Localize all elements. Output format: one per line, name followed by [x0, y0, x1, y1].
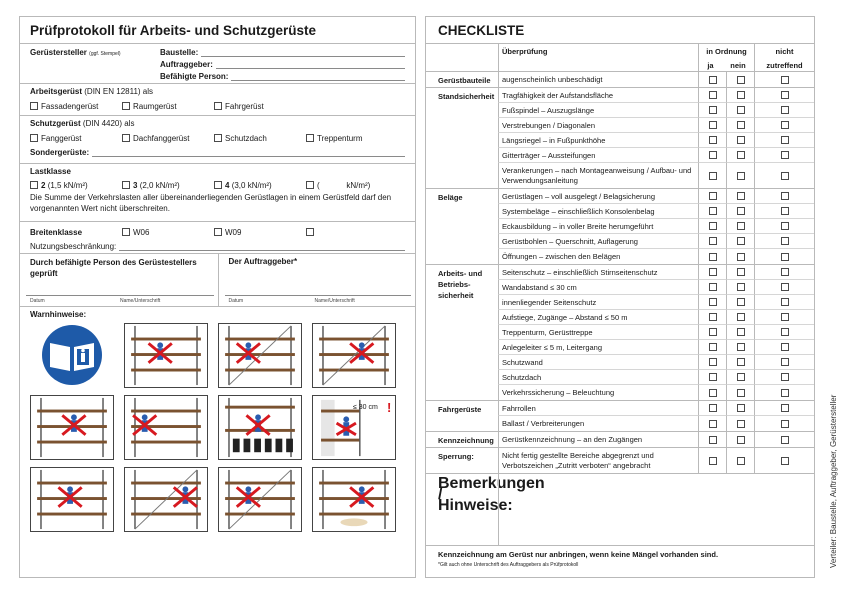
checkbox-ja[interactable]	[709, 207, 717, 215]
check-cell	[726, 401, 754, 416]
check-cell	[698, 295, 726, 310]
checkbox-nicht-zutreffend[interactable]	[781, 91, 789, 99]
arbeitsgeruest-section: Arbeitsgerüst (DIN EN 12811) als Fassadengerüst Raumgerüst Fahrgerüst	[20, 84, 415, 116]
checkbox-ja[interactable]	[709, 298, 717, 306]
checkliste-title: CHECKLISTE	[426, 17, 814, 44]
check-item-label: Gerüstkennzeichnung – an den Zugängen	[498, 432, 698, 447]
check-cell	[754, 432, 814, 447]
check-cell	[698, 340, 726, 355]
raumgeruest-checkbox[interactable]: Raumgerüst	[122, 102, 214, 111]
wall-distance-warning-icon	[312, 395, 396, 460]
nutzungsbeschraenkung-field[interactable]: Nutzungsbeschränkung:	[30, 239, 405, 251]
check-cell	[726, 310, 754, 325]
scaffold-warning-11-icon	[312, 467, 396, 532]
check-cell	[726, 280, 754, 295]
check-cell	[726, 148, 754, 163]
check-cell	[754, 163, 814, 188]
lastklasse-4-checkbox[interactable]: 4 (3,0 kN/m²)	[214, 181, 306, 190]
checkbox-ja[interactable]	[709, 76, 717, 84]
auftraggeber-field[interactable]: Auftraggeber:	[160, 57, 405, 69]
checkbox-ja[interactable]	[709, 91, 717, 99]
check-cell	[754, 204, 814, 219]
check-cell	[698, 189, 726, 204]
treppenturm-checkbox[interactable]: Treppenturm	[306, 134, 363, 143]
signature-section	[20, 254, 415, 307]
check-cell	[754, 219, 814, 234]
checkbox-nicht-zutreffend[interactable]	[781, 207, 789, 215]
checkbox-nicht-zutreffend[interactable]	[781, 420, 789, 428]
scaffold-warning-4-icon	[30, 395, 114, 460]
checkbox-nein[interactable]	[737, 389, 745, 397]
check-cell	[726, 118, 754, 133]
check-cell	[698, 355, 726, 370]
check-group	[426, 401, 814, 432]
check-cell	[726, 219, 754, 234]
checkbox-nicht-zutreffend[interactable]	[781, 253, 789, 261]
check-group	[426, 432, 814, 448]
footer-note: Kennzeichnung am Gerüst nur anbringen, wenn keine Mängel vorhanden sind.	[438, 550, 719, 559]
checkbox-nein[interactable]	[737, 136, 745, 144]
footer	[426, 546, 814, 572]
checkbox-nicht-zutreffend[interactable]	[781, 76, 789, 84]
ja-header: ja	[707, 61, 714, 70]
baustelle-field[interactable]: Baustelle:	[160, 45, 405, 57]
check-item-label: Anlegeleiter ≤ 5 m, Leitergang	[498, 340, 698, 355]
checkbox-nicht-zutreffend[interactable]	[781, 404, 789, 412]
checkbox-nein[interactable]	[737, 373, 745, 381]
scaffold-warning-10-icon	[218, 467, 302, 532]
pruefprotokoll-panel	[19, 16, 416, 578]
fanggeruest-checkbox[interactable]: Fanggerüst	[30, 134, 122, 143]
check-cell	[698, 385, 726, 400]
check-cell	[754, 416, 814, 431]
checkbox-nein[interactable]	[737, 207, 745, 215]
check-cell	[726, 234, 754, 249]
check-cell	[754, 325, 814, 340]
check-cell	[698, 163, 726, 188]
checkbox-ja[interactable]	[709, 328, 717, 336]
check-cell	[754, 148, 814, 163]
check-cell	[754, 355, 814, 370]
checkbox-ja[interactable]	[709, 136, 717, 144]
bemerkungen-label: Bemerkungen / Hinweise:	[438, 475, 545, 514]
signature-auftraggeber[interactable]: Der Auftraggeber* Datum Name/Unterschrift	[218, 254, 416, 306]
check-group-label: Sperrung:	[438, 452, 474, 461]
checkbox-nein[interactable]	[737, 313, 745, 321]
w06-checkbox[interactable]: W06	[122, 228, 214, 237]
checkbox-nein[interactable]	[737, 121, 745, 129]
schutzgeruest-section: Schutzgerüst (DIN 4420) als Fanggerüst Dachfanggerüst Schutzdach Treppenturm Sondergerüste:	[20, 116, 415, 164]
check-item-label: Aufstiege, Zugänge – Abstand ≤ 50 m	[498, 310, 698, 325]
check-cell	[726, 88, 754, 103]
scaffold-warning-8-icon	[30, 467, 114, 532]
checkbox-nein[interactable]	[737, 222, 745, 230]
check-cell	[698, 280, 726, 295]
checkbox-ja[interactable]	[709, 457, 717, 465]
check-item-label: Systembeläge – einschließlich Konsolenbelag	[498, 204, 698, 219]
check-cell	[754, 189, 814, 204]
checkbox-nicht-zutreffend[interactable]	[781, 121, 789, 129]
check-cell	[754, 72, 814, 87]
checkbox-nein[interactable]	[737, 343, 745, 351]
checkbox-nein[interactable]	[737, 192, 745, 200]
check-cell	[698, 370, 726, 385]
checkbox-nicht-zutreffend[interactable]	[781, 151, 789, 159]
scaffold-warning-2-icon	[218, 323, 302, 388]
pruefung-header: Überprüfung	[498, 44, 698, 73]
checkbox-ja[interactable]	[709, 151, 717, 159]
check-cell	[698, 88, 726, 103]
check-cell	[698, 118, 726, 133]
check-group	[426, 189, 814, 265]
scaffold-warning-3-icon	[312, 323, 396, 388]
checkbox-nicht-zutreffend[interactable]	[781, 373, 789, 381]
check-group-label: Kennzeichnung	[438, 436, 494, 445]
lastklasse-section	[20, 164, 415, 222]
wall-distance-label: ≤ 30 cm	[353, 404, 378, 411]
checkbox-ja[interactable]	[709, 268, 717, 276]
checkliste-header	[426, 44, 814, 72]
check-cell	[754, 310, 814, 325]
breitenklasse-label: Breitenklasse	[30, 227, 83, 237]
check-cell	[726, 103, 754, 118]
check-cell	[754, 249, 814, 264]
check-item-label: Gitterträger – Aussteifungen	[498, 148, 698, 163]
check-cell	[754, 448, 814, 473]
checkbox-ja[interactable]	[709, 106, 717, 114]
checkbox-nein[interactable]	[737, 172, 745, 180]
check-cell	[698, 249, 726, 264]
signature-befaehigte[interactable]: Durch befähigte Person des Gerüstestellers geprüft Datum Name/Unterschrift	[20, 254, 218, 306]
check-cell	[754, 401, 814, 416]
checkbox-ja[interactable]	[709, 404, 717, 412]
check-cell	[726, 416, 754, 431]
check-cell	[698, 204, 726, 219]
check-cell	[726, 385, 754, 400]
checkbox-nein[interactable]	[737, 253, 745, 261]
befaehigte-person-field[interactable]: Befähigte Person:	[160, 69, 405, 81]
check-item-label: Wandabstand ≤ 30 cm	[498, 280, 698, 295]
scaffold-warning-5-icon	[124, 395, 208, 460]
check-cell	[698, 133, 726, 148]
checkbox-nicht-zutreffend[interactable]	[781, 358, 789, 366]
check-item-label: Seitenschutz – einschließlich Stirnseitenschutz	[498, 265, 698, 280]
form-title: Prüfprotokoll für Arbeits- und Schutzgerüste	[20, 17, 415, 44]
lastklasse-label: Lastklasse	[30, 167, 71, 176]
checkbox-nicht-zutreffend[interactable]	[781, 389, 789, 397]
check-cell	[698, 265, 726, 280]
check-cell	[698, 401, 726, 416]
checkbox-ja[interactable]	[709, 343, 717, 351]
checkbox-nein[interactable]	[737, 436, 745, 444]
checkbox-nicht-zutreffend[interactable]	[781, 222, 789, 230]
check-item-label: Längsriegel – in Fußpunkthöhe	[498, 133, 698, 148]
check-cell	[754, 118, 814, 133]
check-item-label: Eckausbildung – in voller Breite herumgeführt	[498, 219, 698, 234]
checkbox-nicht-zutreffend[interactable]	[781, 237, 789, 245]
check-group-label: Arbeits- und Betriebs-sicherheit	[438, 269, 483, 300]
breitenklasse-section	[20, 222, 415, 254]
check-group	[426, 448, 814, 474]
nicht-header: nicht	[775, 47, 794, 56]
check-cell	[698, 310, 726, 325]
checkbox-ja[interactable]	[709, 172, 717, 180]
check-item-label: Gerüstbohlen – Querschnitt, Auflagerung	[498, 234, 698, 249]
zutreffend-header: zutreffend	[766, 61, 803, 70]
checkbox-ja[interactable]	[709, 436, 717, 444]
check-cell	[754, 295, 814, 310]
lastklasse-3-checkbox[interactable]: 3 (2,0 kN/m²)	[122, 181, 214, 190]
check-cell	[726, 204, 754, 219]
checkliste-body	[426, 72, 814, 474]
check-item-label: Verstrebungen / Diagonalen	[498, 118, 698, 133]
check-cell	[726, 370, 754, 385]
checkbox-nein[interactable]	[737, 358, 745, 366]
check-cell	[726, 355, 754, 370]
check-cell	[754, 385, 814, 400]
stempel-hint: (ggf. Stempel)	[89, 51, 121, 57]
w09-checkbox[interactable]: W09	[214, 228, 306, 237]
checkbox-nein[interactable]	[737, 283, 745, 291]
check-cell	[726, 72, 754, 87]
check-item-label: Fahrrollen	[498, 401, 698, 416]
lastklasse-custom-checkbox[interactable]: ( kN/m²)	[306, 181, 370, 190]
check-cell	[726, 325, 754, 340]
check-item-label: Schutzwand	[498, 355, 698, 370]
bemerkungen-input[interactable]	[498, 474, 814, 545]
check-item-label: Öffnungen – zwischen den Belägen	[498, 249, 698, 264]
checkbox-nein[interactable]	[737, 298, 745, 306]
check-item-label: Verankerungen – nach Montageanweisung / Aufbau- und Verwendungsanleitung	[498, 163, 698, 188]
check-cell	[726, 133, 754, 148]
checkbox-ja[interactable]	[709, 121, 717, 129]
breitenklasse-custom-checkbox[interactable]	[306, 228, 317, 236]
check-group-label: Standsicherheit	[438, 92, 495, 101]
check-item-label: Tragfähigkeit der Aufstandsfläche	[498, 88, 698, 103]
in-ordnung-header: in Ordnung	[706, 47, 747, 56]
checkbox-nicht-zutreffend[interactable]	[781, 283, 789, 291]
checkbox-nein[interactable]	[737, 328, 745, 336]
warnhinweise-label: Warnhinweise:	[30, 310, 87, 319]
footnote: *Gilt auch ohne Unterschrift des Auftraggebers als Prüfprotokoll	[438, 562, 579, 568]
check-group	[426, 88, 814, 189]
bemerkungen-section	[426, 474, 814, 546]
check-cell	[726, 295, 754, 310]
check-cell	[698, 219, 726, 234]
nein-header: nein	[730, 61, 746, 70]
check-cell	[754, 265, 814, 280]
check-group-label: Gerüstbauteile	[438, 76, 491, 85]
checkbox-ja[interactable]	[709, 313, 717, 321]
sondergerueste-field[interactable]: Sondergerüste:	[30, 145, 405, 157]
dachfanggeruest-checkbox[interactable]: Dachfanggerüst	[122, 134, 214, 143]
checkbox-nicht-zutreffend[interactable]	[781, 328, 789, 336]
checkbox-nicht-zutreffend[interactable]	[781, 172, 789, 180]
check-item-label: Verkehrssicherung – Beleuchtung	[498, 385, 698, 400]
checkbox-nicht-zutreffend[interactable]	[781, 313, 789, 321]
checkbox-nicht-zutreffend[interactable]	[781, 298, 789, 306]
check-cell	[754, 133, 814, 148]
checkbox-ja[interactable]	[709, 358, 717, 366]
lastklasse-2-checkbox[interactable]: 2 (1,5 kN/m²)	[30, 181, 122, 190]
checkbox-ja[interactable]	[709, 283, 717, 291]
check-cell	[754, 280, 814, 295]
check-cell	[698, 325, 726, 340]
scaffold-warning-6-icon	[218, 395, 302, 460]
check-cell	[698, 103, 726, 118]
checkbox-ja[interactable]	[709, 420, 717, 428]
checkbox-ja[interactable]	[709, 222, 717, 230]
lastklasse-note: Die Summe der Verkehrslasten aller übereinanderliegenden Gerüstlagen in einem Gerüstfeld darf den vorgenannten Wert nicht überschreiten.	[30, 193, 392, 213]
check-cell	[726, 432, 754, 447]
check-cell	[754, 340, 814, 355]
check-cell	[754, 234, 814, 249]
check-cell	[726, 448, 754, 473]
check-item-label: Fußspindel – Auszugslänge	[498, 103, 698, 118]
check-group-label: Beläge	[438, 193, 463, 202]
checkbox-nein[interactable]	[737, 91, 745, 99]
check-cell	[754, 370, 814, 385]
check-item-label: Schutzdach	[498, 370, 698, 385]
check-item-label: Nicht fertig gestellte Bereiche abgegrenzt und Verbotszeichen „Zutritt verboten“ angebracht	[498, 448, 698, 473]
scaffold-warning-1-icon	[124, 323, 208, 388]
check-item-label: augenscheinlich unbeschädigt	[498, 72, 698, 87]
read-manual-icon	[30, 323, 114, 388]
check-group	[426, 72, 814, 88]
check-cell	[698, 448, 726, 473]
checkbox-nicht-zutreffend[interactable]	[781, 192, 789, 200]
scaffold-warning-9-icon	[124, 467, 208, 532]
check-group-label: Fahrgerüste	[438, 405, 482, 414]
checkbox-nicht-zutreffend[interactable]	[781, 268, 789, 276]
check-cell	[726, 265, 754, 280]
header-section	[20, 44, 415, 84]
check-item-label: Gerüstlagen – voll ausgelegt / Belagsicherung	[498, 189, 698, 204]
geruestersteller-label: Gerüstersteller	[30, 48, 87, 57]
checkbox-nicht-zutreffend[interactable]	[781, 343, 789, 351]
checkbox-ja[interactable]	[709, 253, 717, 261]
checkbox-nein[interactable]	[737, 237, 745, 245]
schutzdach-checkbox[interactable]: Schutzdach	[214, 134, 306, 143]
fahrgeruest-checkbox[interactable]: Fahrgerüst	[214, 102, 264, 111]
check-cell	[726, 163, 754, 188]
check-item-label: innenliegender Seitenschutz	[498, 295, 698, 310]
checkbox-ja[interactable]	[709, 192, 717, 200]
checkbox-nein[interactable]	[737, 404, 745, 412]
fassadengeruest-checkbox[interactable]: Fassadengerüst	[30, 102, 122, 111]
checkbox-nein[interactable]	[737, 76, 745, 84]
checkliste-panel	[425, 16, 815, 578]
check-cell	[698, 234, 726, 249]
check-cell	[754, 88, 814, 103]
check-item-label: Treppenturm, Gerüsttreppe	[498, 325, 698, 340]
check-group	[426, 265, 814, 401]
checkbox-nein[interactable]	[737, 420, 745, 428]
check-cell	[754, 103, 814, 118]
check-cell	[726, 189, 754, 204]
checkbox-nicht-zutreffend[interactable]	[781, 457, 789, 465]
checkbox-nicht-zutreffend[interactable]	[781, 106, 789, 114]
verteiler-label: Verteiler: Baustelle, Auftraggeber, Gerüstersteller	[829, 394, 838, 568]
check-cell	[698, 72, 726, 87]
checkbox-nicht-zutreffend[interactable]	[781, 436, 789, 444]
check-cell	[726, 340, 754, 355]
exclamation-icon: !	[387, 400, 392, 415]
checkbox-ja[interactable]	[709, 237, 717, 245]
checkbox-ja[interactable]	[709, 389, 717, 397]
check-cell	[698, 148, 726, 163]
checkbox-nein[interactable]	[737, 106, 745, 114]
checkbox-ja[interactable]	[709, 373, 717, 381]
checkbox-nein[interactable]	[737, 151, 745, 159]
checkbox-nicht-zutreffend[interactable]	[781, 136, 789, 144]
check-cell	[698, 432, 726, 447]
checkbox-nein[interactable]	[737, 457, 745, 465]
check-cell	[698, 416, 726, 431]
check-item-label: Ballast / Verbreiterungen	[498, 416, 698, 431]
warnhinweise-section	[20, 307, 415, 535]
check-cell	[726, 249, 754, 264]
checkbox-nein[interactable]	[737, 268, 745, 276]
